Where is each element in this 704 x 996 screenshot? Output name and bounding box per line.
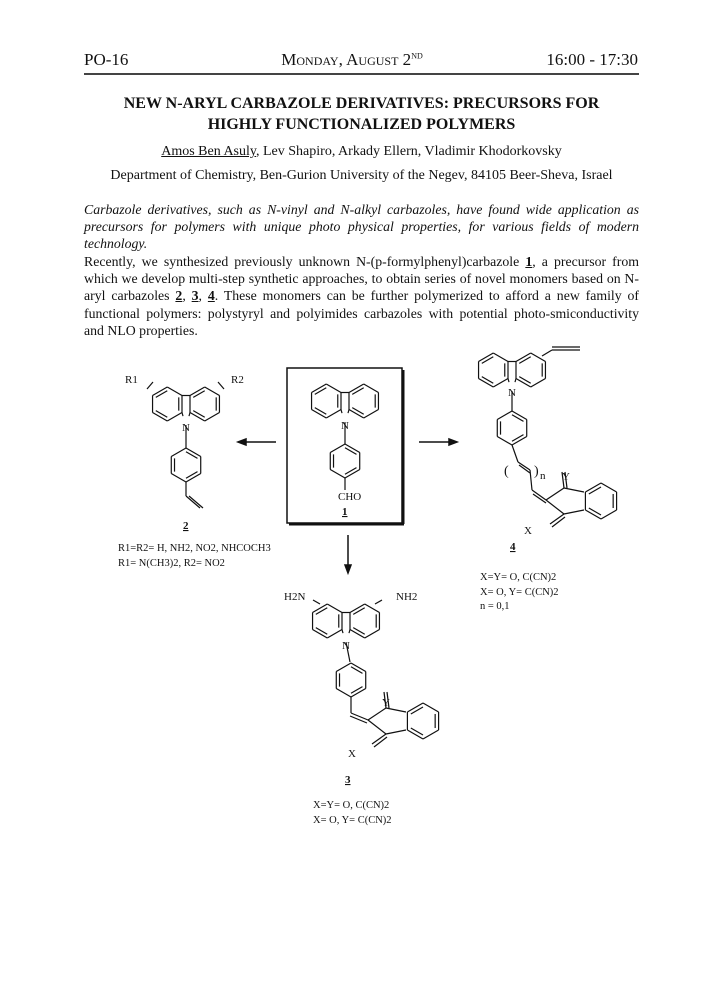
bond <box>564 488 584 492</box>
bond <box>512 445 518 462</box>
ring-bond <box>365 604 380 613</box>
ring-bond <box>585 483 601 492</box>
amine-right: NH2 <box>396 591 418 603</box>
ring-bond <box>190 413 205 422</box>
compound-1-label: 1 <box>342 506 348 518</box>
ring-bond <box>171 448 186 457</box>
session-code: PO-16 <box>84 50 129 69</box>
compound-ref: 4 <box>207 288 215 304</box>
bond <box>386 730 406 734</box>
repeat-n: n <box>540 470 546 482</box>
double-bond <box>353 608 364 615</box>
separator: , <box>182 288 192 304</box>
pyrrole-bond <box>341 410 342 414</box>
double-bond <box>411 707 423 714</box>
double-bond <box>589 508 601 515</box>
presenting-author: Amos Ben Asuly <box>161 144 256 159</box>
double-bond <box>193 411 204 418</box>
double-bond <box>482 357 493 364</box>
pyrrole-bond <box>342 630 343 634</box>
body-text: Recently, we synthesized previously unknown N-(p-formylphenyl)carbazole <box>84 254 526 269</box>
bond <box>186 496 200 508</box>
ring-bond <box>407 730 423 739</box>
ring-bond <box>313 604 328 613</box>
double-bond <box>482 377 493 384</box>
ring-bond <box>205 413 220 422</box>
arrowhead-left <box>238 439 246 445</box>
ring-bond <box>493 353 508 362</box>
double-bond <box>351 667 362 674</box>
compound-2-label: 2 <box>183 520 189 532</box>
aldehyde-label: CHO <box>338 491 362 503</box>
pyrrole-bond <box>349 630 350 634</box>
pyrrole-bond <box>189 413 190 417</box>
ring-bond <box>479 353 494 362</box>
ring-bond <box>327 604 342 613</box>
ring-bond <box>312 384 327 393</box>
atom-n: N <box>508 387 516 399</box>
reaction-arrows <box>238 439 457 573</box>
double-bond <box>512 415 523 422</box>
double-bond <box>156 391 167 398</box>
atom-n: N <box>341 420 349 432</box>
title-line-1: NEW N-ARYL CARBAZOLE DERIVATIVES: PRECURSORS FOR <box>123 95 600 112</box>
double-bond <box>315 408 326 415</box>
compound-ref: 3 <box>191 288 199 304</box>
double-bond <box>316 628 327 635</box>
ring-bond <box>171 474 186 483</box>
double-bond <box>350 716 367 723</box>
substituent-r2: R2 <box>231 374 244 386</box>
bond <box>546 488 564 500</box>
ring-bond <box>313 630 328 639</box>
double-bond <box>186 452 197 459</box>
double-bond <box>351 687 362 694</box>
ring-bond <box>351 689 366 698</box>
double-bond <box>353 628 364 635</box>
atom-n: N <box>182 422 190 434</box>
abstract-intro: Carbazole derivatives, such as N-vinyl and N-alkyl carbazoles, have found wide application as precursors for polymers with unique photo physical properties, for various fields of modern technology. <box>84 202 639 252</box>
compound-4-caption-2: X= O, Y= C(CN)2 <box>480 587 559 598</box>
ring-bond <box>516 379 531 388</box>
session-time: 16:00 - 17:30 <box>546 50 638 69</box>
substituent-x: X <box>348 748 356 760</box>
ring-bond <box>167 387 182 396</box>
double-bond <box>156 411 167 418</box>
compound-2-caption-1: R1=R2= H, NH2, NO2, NHCOCH3 <box>118 543 271 554</box>
pyrrole-bond <box>182 413 183 417</box>
double-bond <box>345 448 356 455</box>
double-bond <box>189 496 203 508</box>
bond <box>375 600 382 604</box>
ring-bond <box>190 387 205 396</box>
double-bond <box>193 391 204 398</box>
ring-bond <box>479 379 494 388</box>
ring-bond <box>585 510 601 519</box>
ring-bond <box>186 474 201 483</box>
ring-bond <box>601 483 617 492</box>
session-day-sup: ND <box>411 51 423 61</box>
double-bond <box>352 408 363 415</box>
ring-bond <box>601 510 617 519</box>
ring-bond <box>153 413 168 422</box>
ring-bond <box>497 411 512 420</box>
ring-bond <box>345 444 360 453</box>
arrowhead-down <box>345 565 351 573</box>
ring-bond <box>349 384 364 393</box>
bond <box>542 350 552 356</box>
ring-bond <box>336 663 351 672</box>
bond <box>368 720 386 734</box>
ring-bond <box>516 353 531 362</box>
bond <box>313 600 320 604</box>
ring-bond <box>153 387 168 396</box>
arrowhead-right <box>449 439 457 445</box>
ring-bond <box>345 470 360 479</box>
ring-bond <box>531 379 546 388</box>
ring-bond <box>327 630 342 639</box>
double-bond <box>315 388 326 395</box>
ring-bond <box>326 410 341 419</box>
atom-n: N <box>342 640 350 652</box>
ring-bond <box>186 448 201 457</box>
double-bond <box>519 377 530 384</box>
session-day-text: Monday, August 2 <box>281 50 412 69</box>
bond <box>564 510 584 514</box>
substituent-r1: R1 <box>125 374 138 386</box>
ring-bond <box>364 410 379 419</box>
ring-bond <box>365 630 380 639</box>
bond <box>351 713 368 720</box>
double-bond <box>186 472 197 479</box>
ring-bond <box>423 730 439 739</box>
ring-bond <box>350 604 365 613</box>
body-text: , a precursor from which we develop multi-step synthetic approaches, to obtain series of novel monomers based on N-aryl carbazoles <box>84 254 639 304</box>
compound-2-caption-2: R1= N(CH3)2, R2= NO2 <box>118 558 225 569</box>
ring-bond <box>512 411 527 420</box>
double-bond <box>411 728 423 735</box>
ring-bond <box>349 410 364 419</box>
bond <box>147 382 153 389</box>
substituent-y: Y <box>562 471 570 483</box>
double-bond <box>316 608 327 615</box>
amine-left: H2N <box>284 591 306 603</box>
double-bond <box>352 388 363 395</box>
ring-bond <box>493 379 508 388</box>
ring-bond <box>497 437 512 446</box>
compound-4-caption-1: X=Y= O, C(CN)2 <box>480 572 557 583</box>
ring-bond <box>512 437 527 446</box>
ring-bond <box>336 689 351 698</box>
ring-bond <box>312 410 327 419</box>
ring-bond <box>326 384 341 393</box>
compound-4-caption-3: n = 0,1 <box>480 601 510 612</box>
substituent-y: Y <box>382 697 390 709</box>
ring-bond <box>330 444 345 453</box>
compound-3-caption-1: X=Y= O, C(CN)2 <box>313 800 390 811</box>
ring-bond <box>407 703 423 712</box>
compound-3-label: 3 <box>345 774 351 786</box>
ring-bond <box>167 413 182 422</box>
pyrrole-bond <box>515 379 516 383</box>
compound-ref: 2 <box>175 288 183 304</box>
ring-bond <box>330 470 345 479</box>
bond <box>546 500 564 514</box>
pyrrole-bond <box>348 410 349 414</box>
ring-bond <box>205 387 220 396</box>
bond <box>368 708 386 720</box>
double-bond <box>345 468 356 475</box>
ring-bond <box>351 663 366 672</box>
bond <box>530 470 532 490</box>
affiliation: Department of Chemistry, Ben-Gurion University of the Negev, 84105 Beer-Sheva, Israel <box>110 168 613 183</box>
compound-ref: 1 <box>525 254 533 269</box>
ring-bond <box>531 353 546 362</box>
double-bond <box>519 357 530 364</box>
co-authors: , Lev Shapiro, Arkady Ellern, Vladimir Khodorkovsky <box>256 144 562 159</box>
compound-4-label: 4 <box>510 541 516 553</box>
paren-open: ( <box>504 464 509 479</box>
body-text: . These monomers can be further polymerized to afford a new family of functional polymers: polystyryl and polyimides carbazoles with potential photo-smiconductivity and NLO properties. <box>84 288 640 338</box>
title-line-2: HIGHLY FUNCTIONALIZED POLYMERS <box>207 116 516 133</box>
ring-bond <box>364 384 379 393</box>
ring-bond <box>423 703 439 712</box>
pyrrole-bond <box>508 379 509 383</box>
paren-close: ) <box>534 464 539 479</box>
ring-bond <box>350 630 365 639</box>
separator: , <box>198 288 208 304</box>
compound-3-caption-2: X= O, Y= C(CN)2 <box>313 815 392 826</box>
bond <box>218 382 224 389</box>
double-bond <box>589 487 601 494</box>
substituent-x: X <box>524 525 532 537</box>
double-bond <box>512 435 523 442</box>
